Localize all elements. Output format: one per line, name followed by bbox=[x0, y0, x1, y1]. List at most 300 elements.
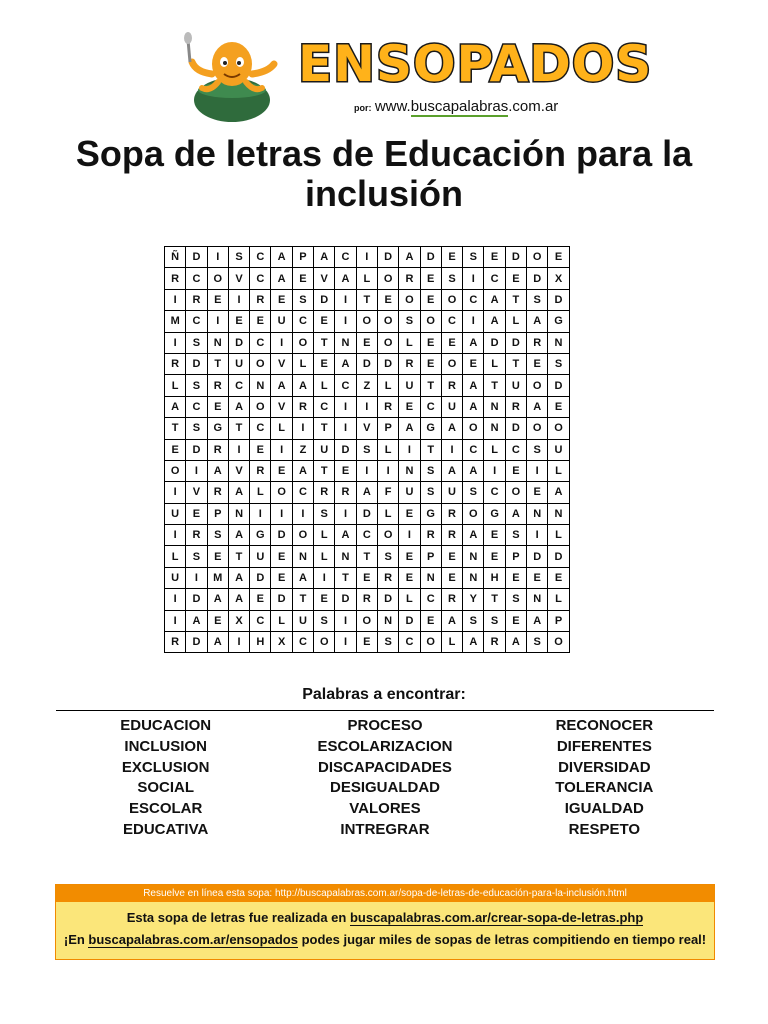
grid-cell: O bbox=[463, 418, 484, 439]
grid-cell: Z bbox=[292, 439, 313, 460]
grid-cell: L bbox=[377, 375, 398, 396]
credit-www: www. bbox=[374, 98, 411, 115]
grid-cell: T bbox=[335, 567, 356, 588]
grid-cell: U bbox=[271, 311, 292, 332]
grid-cell: R bbox=[377, 567, 398, 588]
grid-cell: A bbox=[228, 482, 249, 503]
grid-cell: E bbox=[250, 589, 271, 610]
grid-cell: N bbox=[399, 460, 420, 481]
grid-cell: E bbox=[399, 396, 420, 417]
grid-cell: E bbox=[505, 567, 526, 588]
grid-cell: I bbox=[165, 610, 186, 631]
grid-cell: E bbox=[250, 439, 271, 460]
grid-row bbox=[165, 525, 570, 546]
footer-line-1 bbox=[56, 902, 714, 929]
credit-tld: .com.ar bbox=[508, 98, 559, 115]
credit-prefix: por: bbox=[354, 103, 372, 113]
grid-cell: U bbox=[399, 375, 420, 396]
grid-row bbox=[165, 396, 570, 417]
grid-cell: C bbox=[463, 289, 484, 310]
grid-cell: D bbox=[250, 567, 271, 588]
grid-cell: A bbox=[271, 247, 292, 268]
grid-cell: E bbox=[420, 610, 441, 631]
grid-cell: E bbox=[335, 460, 356, 481]
grid-cell: A bbox=[527, 396, 548, 417]
grid-cell: O bbox=[292, 332, 313, 353]
grid-cell: V bbox=[186, 482, 207, 503]
grid-cell: A bbox=[527, 311, 548, 332]
grid-cell: A bbox=[292, 375, 313, 396]
grid-cell: I bbox=[399, 525, 420, 546]
grid-cell: L bbox=[377, 439, 398, 460]
grid-cell: S bbox=[186, 375, 207, 396]
grid-cell: E bbox=[420, 289, 441, 310]
grid-cell: N bbox=[548, 503, 569, 524]
grid-cell: U bbox=[441, 482, 462, 503]
grid-cell: T bbox=[228, 418, 249, 439]
grid-cell: N bbox=[228, 503, 249, 524]
grid-cell: A bbox=[548, 482, 569, 503]
grid-row bbox=[165, 353, 570, 374]
grid-cell: G bbox=[420, 503, 441, 524]
grid-row bbox=[165, 546, 570, 567]
grid-cell: D bbox=[505, 418, 526, 439]
grid-cell: I bbox=[314, 567, 335, 588]
grid-cell: C bbox=[186, 268, 207, 289]
grid-cell: C bbox=[250, 610, 271, 631]
grid-cell: X bbox=[271, 632, 292, 653]
grid-cell: R bbox=[207, 439, 228, 460]
grid-row bbox=[165, 289, 570, 310]
word-column bbox=[56, 716, 275, 841]
grid-cell: D bbox=[271, 589, 292, 610]
grid-cell: A bbox=[441, 418, 462, 439]
grid-cell: E bbox=[527, 567, 548, 588]
word-column bbox=[495, 716, 714, 841]
grid-cell: N bbox=[335, 332, 356, 353]
ensopados-logo bbox=[298, 34, 653, 94]
word-item: INTREGRAR bbox=[340, 820, 430, 838]
grid-cell: T bbox=[484, 375, 505, 396]
grid-cell: R bbox=[441, 503, 462, 524]
grid-cell: V bbox=[271, 396, 292, 417]
grid-cell: H bbox=[250, 632, 271, 653]
grid-cell: L bbox=[548, 460, 569, 481]
word-item: TOLERANCIA bbox=[555, 779, 654, 797]
grid-cell: N bbox=[250, 375, 271, 396]
word-list bbox=[56, 716, 714, 841]
grid-cell: L bbox=[314, 375, 335, 396]
grid-cell: O bbox=[377, 268, 398, 289]
grid-cell: C bbox=[250, 332, 271, 353]
grid-cell: N bbox=[527, 589, 548, 610]
grid-cell: S bbox=[356, 439, 377, 460]
grid-cell: I bbox=[165, 589, 186, 610]
grid-cell: T bbox=[420, 439, 441, 460]
grid-cell: D bbox=[399, 610, 420, 631]
grid-cell: M bbox=[165, 311, 186, 332]
grid-cell: U bbox=[250, 546, 271, 567]
grid-row bbox=[165, 460, 570, 481]
grid-cell: G bbox=[420, 418, 441, 439]
grid-cell: S bbox=[484, 610, 505, 631]
grid-cell: N bbox=[484, 418, 505, 439]
grid-cell: I bbox=[165, 525, 186, 546]
grid-cell: D bbox=[527, 268, 548, 289]
grid-cell: D bbox=[186, 247, 207, 268]
grid-cell: R bbox=[377, 396, 398, 417]
grid-cell: E bbox=[420, 268, 441, 289]
grid-cell: R bbox=[420, 525, 441, 546]
grid-cell: S bbox=[420, 482, 441, 503]
word-item: RECONOCER bbox=[555, 717, 654, 734]
grid-cell: E bbox=[399, 503, 420, 524]
solve-online-link[interactable]: Resuelve en línea esta sopa: http://buscapalabras.com.ar/sopa-de-letras-de-educación-para-la-inclusión.html bbox=[56, 885, 714, 902]
grid-cell: E bbox=[463, 353, 484, 374]
grid-cell: O bbox=[377, 311, 398, 332]
word-item: ESCOLARIZACION bbox=[317, 737, 453, 755]
grid-cell: E bbox=[314, 311, 335, 332]
grid-cell: S bbox=[399, 311, 420, 332]
grid-cell: C bbox=[335, 247, 356, 268]
grid-cell: C bbox=[505, 439, 526, 460]
grid-cell: O bbox=[250, 353, 271, 374]
grid-cell: A bbox=[228, 525, 249, 546]
grid-cell: O bbox=[527, 247, 548, 268]
grid-cell: I bbox=[335, 610, 356, 631]
grid-cell: C bbox=[484, 268, 505, 289]
grid-cell: I bbox=[335, 396, 356, 417]
grid-cell: R bbox=[441, 589, 462, 610]
grid-cell: O bbox=[441, 289, 462, 310]
grid-cell: M bbox=[207, 567, 228, 588]
word-column bbox=[275, 716, 494, 841]
grid-cell: P bbox=[505, 546, 526, 567]
grid-cell: U bbox=[228, 353, 249, 374]
grid-cell: T bbox=[356, 546, 377, 567]
grid-cell: D bbox=[335, 589, 356, 610]
grid-cell: O bbox=[505, 482, 526, 503]
grid-cell: D bbox=[420, 247, 441, 268]
grid-cell: A bbox=[463, 396, 484, 417]
grid-cell: T bbox=[356, 289, 377, 310]
grid-cell: I bbox=[165, 289, 186, 310]
grid-cell: V bbox=[356, 418, 377, 439]
grid-cell: A bbox=[399, 247, 420, 268]
grid-cell: I bbox=[463, 268, 484, 289]
grid-cell: I bbox=[463, 311, 484, 332]
grid-cell: A bbox=[207, 632, 228, 653]
footer-line-2-suffix: podes jugar miles de sopas de letras compitiendo en tiempo real! bbox=[297, 932, 707, 947]
grid-cell: C bbox=[463, 439, 484, 460]
grid-cell: D bbox=[335, 439, 356, 460]
grid-cell: S bbox=[186, 546, 207, 567]
grid-cell: E bbox=[420, 332, 441, 353]
grid-row bbox=[165, 503, 570, 524]
grid-cell: T bbox=[484, 589, 505, 610]
grid-cell: I bbox=[335, 289, 356, 310]
grid-cell: U bbox=[165, 503, 186, 524]
grid-cell: O bbox=[271, 482, 292, 503]
grid-cell: A bbox=[356, 482, 377, 503]
grid-cell: C bbox=[292, 482, 313, 503]
grid-row bbox=[165, 482, 570, 503]
grid-cell: A bbox=[441, 610, 462, 631]
grid-cell: I bbox=[441, 439, 462, 460]
grid-cell: U bbox=[314, 439, 335, 460]
divider bbox=[56, 710, 714, 711]
grid-cell: A bbox=[335, 268, 356, 289]
grid-cell: A bbox=[228, 589, 249, 610]
grid-cell: I bbox=[292, 503, 313, 524]
grid-cell: P bbox=[292, 247, 313, 268]
grid-row bbox=[165, 247, 570, 268]
grid-cell: L bbox=[314, 525, 335, 546]
grid-cell: E bbox=[377, 289, 398, 310]
grid-cell: A bbox=[271, 375, 292, 396]
grid-cell: Z bbox=[356, 375, 377, 396]
grid-cell: T bbox=[505, 289, 526, 310]
grid-cell: E bbox=[441, 546, 462, 567]
grid-cell: E bbox=[420, 353, 441, 374]
footer-box bbox=[55, 884, 715, 960]
grid-cell: E bbox=[548, 247, 569, 268]
grid-cell: L bbox=[548, 525, 569, 546]
grid-cell: A bbox=[292, 567, 313, 588]
grid-cell: E bbox=[207, 289, 228, 310]
word-item: EDUCATIVA bbox=[123, 820, 209, 838]
grid-cell: E bbox=[527, 482, 548, 503]
grid-cell: D bbox=[484, 332, 505, 353]
grid-cell: P bbox=[207, 503, 228, 524]
grid-cell: T bbox=[420, 375, 441, 396]
grid-cell: N bbox=[527, 503, 548, 524]
grid-cell: T bbox=[207, 353, 228, 374]
grid-cell: I bbox=[250, 503, 271, 524]
grid-cell: P bbox=[377, 418, 398, 439]
grid-cell: A bbox=[335, 525, 356, 546]
grid-cell: U bbox=[399, 482, 420, 503]
grid-cell: O bbox=[527, 375, 548, 396]
octopus-mascot-icon bbox=[182, 28, 282, 124]
grid-cell: E bbox=[271, 289, 292, 310]
grid-cell: I bbox=[356, 460, 377, 481]
word-item: RESPETO bbox=[568, 820, 641, 838]
grid-cell: R bbox=[207, 375, 228, 396]
grid-cell: E bbox=[186, 503, 207, 524]
word-item: DIFERENTES bbox=[556, 737, 652, 755]
footer-line-2-prefix: ¡En bbox=[63, 932, 89, 947]
grid-cell: D bbox=[505, 332, 526, 353]
grid-row bbox=[165, 311, 570, 332]
grid-cell: R bbox=[165, 353, 186, 374]
grid-cell: R bbox=[250, 289, 271, 310]
grid-cell: D bbox=[356, 353, 377, 374]
grid-cell: S bbox=[377, 546, 398, 567]
grid-cell: E bbox=[527, 353, 548, 374]
grid-cell: L bbox=[165, 375, 186, 396]
grid-cell: C bbox=[420, 396, 441, 417]
grid-cell: A bbox=[463, 460, 484, 481]
grid-cell: O bbox=[527, 418, 548, 439]
grid-cell: D bbox=[548, 546, 569, 567]
grid-cell: L bbox=[441, 632, 462, 653]
grid-cell: E bbox=[271, 546, 292, 567]
grid-row bbox=[165, 268, 570, 289]
words-heading: Palabras a encontrar: bbox=[302, 686, 466, 703]
grid-cell: I bbox=[527, 525, 548, 546]
grid-cell: O bbox=[420, 632, 441, 653]
grid-cell: A bbox=[186, 610, 207, 631]
site-credit bbox=[354, 98, 558, 115]
grid-cell: V bbox=[228, 268, 249, 289]
grid-cell: S bbox=[314, 503, 335, 524]
grid-cell: A bbox=[335, 353, 356, 374]
grid-cell: A bbox=[399, 418, 420, 439]
grid-cell: E bbox=[441, 247, 462, 268]
word-item: PROCESO bbox=[347, 717, 423, 734]
grid-cell: C bbox=[292, 632, 313, 653]
grid-cell: R bbox=[484, 632, 505, 653]
grid-row bbox=[165, 610, 570, 631]
grid-cell: I bbox=[484, 460, 505, 481]
grid-cell: R bbox=[292, 396, 313, 417]
grid-cell: E bbox=[314, 589, 335, 610]
grid-cell: A bbox=[207, 460, 228, 481]
grid-cell: U bbox=[548, 439, 569, 460]
grid-cell: P bbox=[420, 546, 441, 567]
grid-cell: N bbox=[207, 332, 228, 353]
grid-cell: I bbox=[356, 396, 377, 417]
grid-cell: A bbox=[314, 247, 335, 268]
grid-cell: L bbox=[377, 503, 398, 524]
grid-cell: D bbox=[377, 247, 398, 268]
grid-cell: I bbox=[335, 311, 356, 332]
grid-cell: C bbox=[356, 525, 377, 546]
grid-cell: E bbox=[484, 546, 505, 567]
grid-cell: T bbox=[314, 332, 335, 353]
grid-cell: T bbox=[505, 353, 526, 374]
grid-cell: O bbox=[292, 525, 313, 546]
grid-cell: C bbox=[250, 418, 271, 439]
grid-cell: L bbox=[271, 610, 292, 631]
grid-cell: X bbox=[548, 268, 569, 289]
grid-cell: T bbox=[314, 418, 335, 439]
grid-cell: A bbox=[505, 503, 526, 524]
grid-cell: E bbox=[441, 567, 462, 588]
grid-row bbox=[165, 439, 570, 460]
grid-cell: C bbox=[420, 589, 441, 610]
footer-line-2 bbox=[56, 929, 714, 951]
grid-cell: A bbox=[463, 632, 484, 653]
grid-cell: L bbox=[484, 439, 505, 460]
grid-cell: I bbox=[165, 332, 186, 353]
grid-row bbox=[165, 589, 570, 610]
grid-cell: Y bbox=[463, 589, 484, 610]
grid-cell: C bbox=[186, 396, 207, 417]
logo-text: ENSOPADOS bbox=[298, 35, 653, 93]
grid-cell: U bbox=[292, 610, 313, 631]
grid-cell: S bbox=[292, 289, 313, 310]
grid-cell: T bbox=[292, 589, 313, 610]
grid-cell: L bbox=[165, 546, 186, 567]
grid-cell: D bbox=[548, 289, 569, 310]
grid-cell: N bbox=[463, 546, 484, 567]
grid-cell: N bbox=[420, 567, 441, 588]
grid-row bbox=[165, 375, 570, 396]
grid-cell: E bbox=[250, 311, 271, 332]
grid-cell: L bbox=[399, 589, 420, 610]
grid-cell: E bbox=[207, 396, 228, 417]
grid-row bbox=[165, 632, 570, 653]
grid-cell: I bbox=[186, 567, 207, 588]
grid-cell: I bbox=[186, 460, 207, 481]
grid-cell: R bbox=[399, 268, 420, 289]
grid-cell: R bbox=[505, 396, 526, 417]
grid-cell: D bbox=[186, 353, 207, 374]
grid-cell: A bbox=[527, 610, 548, 631]
grid-cell: O bbox=[441, 353, 462, 374]
grid-cell: A bbox=[207, 589, 228, 610]
grid-cell: E bbox=[484, 247, 505, 268]
grid-cell: A bbox=[292, 460, 313, 481]
grid-cell: L bbox=[484, 353, 505, 374]
grid-cell: E bbox=[505, 610, 526, 631]
grid-cell: C bbox=[399, 632, 420, 653]
grid-cell: E bbox=[271, 567, 292, 588]
grid-cell: E bbox=[505, 460, 526, 481]
grid-cell: E bbox=[548, 396, 569, 417]
grid-cell: S bbox=[505, 589, 526, 610]
grid-cell: D bbox=[505, 247, 526, 268]
grid-cell: N bbox=[335, 546, 356, 567]
grid-cell: C bbox=[441, 311, 462, 332]
word-item: SOCIAL bbox=[137, 779, 194, 797]
grid-cell: L bbox=[548, 589, 569, 610]
grid-cell: O bbox=[250, 396, 271, 417]
ensopados-link[interactable]: buscapalabras.com.ar/ensopados bbox=[88, 932, 298, 947]
grid-cell: E bbox=[207, 610, 228, 631]
grid-cell: D bbox=[186, 439, 207, 460]
grid-cell: N bbox=[548, 332, 569, 353]
grid-cell: R bbox=[335, 482, 356, 503]
grid-cell: O bbox=[356, 610, 377, 631]
grid-cell: R bbox=[527, 332, 548, 353]
grid-cell: S bbox=[505, 525, 526, 546]
grid-cell: D bbox=[377, 589, 398, 610]
grid-cell: A bbox=[228, 396, 249, 417]
grid-cell: D bbox=[186, 589, 207, 610]
credit-domain[interactable]: buscapalabras bbox=[410, 98, 509, 115]
grid-cell: S bbox=[527, 289, 548, 310]
grid-cell: S bbox=[207, 525, 228, 546]
create-puzzle-link[interactable]: buscapalabras.com.ar/crear-sopa-de-letras.php bbox=[349, 910, 644, 925]
grid-cell: E bbox=[505, 268, 526, 289]
grid-cell: R bbox=[399, 353, 420, 374]
grid-cell: S bbox=[527, 632, 548, 653]
word-item: DISCAPACIDADES bbox=[318, 758, 452, 776]
grid-cell: I bbox=[335, 418, 356, 439]
grid-cell: S bbox=[186, 418, 207, 439]
grid-cell: O bbox=[377, 332, 398, 353]
grid-cell: A bbox=[463, 332, 484, 353]
grid-cell: V bbox=[271, 353, 292, 374]
grid-cell: I bbox=[399, 439, 420, 460]
grid-cell: O bbox=[548, 632, 569, 653]
grid-cell: O bbox=[420, 311, 441, 332]
grid-cell: D bbox=[271, 525, 292, 546]
grid-cell: A bbox=[271, 268, 292, 289]
